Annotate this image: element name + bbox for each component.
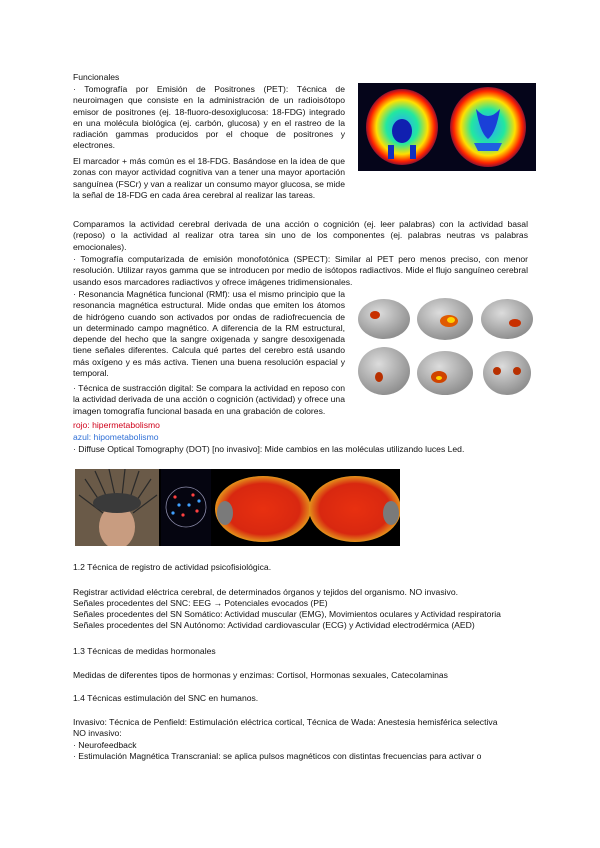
paragraph-pet-marker: El marcador + más común es el 18-FDG. Basándose en la idea de que zonas con mayor actividad cognitiva van a tener una mayor aportación sanguínea (FSCr) y van a realizar un consumo mayor glucosa, se mide la señal de 18-FDG en cada área cerebral al realizar las tareas. xyxy=(73,156,345,200)
paragraph-sustraccion-digital: · Técnica de sustracción digital: Se compara la actividad en reposo con la actividad derivada de una acción o cognición (actividad) y ofrece una imagen tomografía funcional basada en una grabación de colores. xyxy=(73,383,345,416)
section-1-2-line-4: Señales procedentes del SN Autónomo: Actividad cardiovascular (ECG) y Actividad electrodérmica (AED) xyxy=(73,620,475,630)
fmri-brain-renders-graphic xyxy=(355,293,536,403)
paragraph-rmf: · Resonancia Magnética funcional (RMf): usa el mismo principio que la resonancia magnética estructural. Mide ondas que emiten los átomos de hidrógeno cuando son activados por ondas de radiofrecuencia de un determinado campo magnético. A diferencia de la RM estructural, depende del hecho que la sangre oxigenada y sangre desoxigenada tiene señales diferentes. Calcula qué partes del cerebro está usando más oxígeno y es más activa. Tienen una buena resolución espacial y temporal. xyxy=(73,289,345,379)
dot-graphic xyxy=(75,469,400,546)
section-1-3-line-1: Medidas de diferentes tipos de hormonas y enzimas: Cortisol, Hormonas sexuales, Catecolaminas xyxy=(73,670,448,680)
fmri-brain-renders-image xyxy=(355,293,536,403)
section-1-4-line-3: · Neurofeedback xyxy=(73,740,137,750)
section-1-4-line-4: · Estimulación Magnética Transcranial: se aplica pulsos magnéticos con distintas frecuencias para activar o xyxy=(73,751,482,761)
paragraph-pet: · Tomografía por Emisión de Positrones (PET): Técnica de neuroimagen que consiste en la administración de un radioisótopo emisor de positrones (ej. 18-fluoro-desoxiglucosa: 18-FDG) integrado en una molécula biológica (ej. carbón, glucosa) y en el rastreo de la radiación gammas producidos por el choque de positrones y electrones. xyxy=(73,84,345,151)
legend-blue-hypometabolism: azul: hipometabolismo xyxy=(73,432,159,442)
section-1-4-line-2: NO invasivo: xyxy=(73,728,122,738)
legend-red-hypermetabolism: rojo: hipermetabolismo xyxy=(73,420,160,430)
section-title-1-3: 1.3 Técnicas de medidas hormonales xyxy=(73,646,216,656)
section-1-2-line-2: Señales procedentes del SNC: EEG → Potenciales evocados (PE) xyxy=(73,598,328,608)
dot-cap-and-brain-maps-image xyxy=(75,469,400,546)
paragraph-comparison: Comparamos la actividad cerebral derivada de una acción o cognición (ej. leer palabras) con la actividad basal (reposo) o la actividad al realizar otra tarea sin uno de los componentes (ej. palabras neutras vs palabras emocionales). xyxy=(73,219,528,252)
pet-brain-scan-image xyxy=(358,83,536,171)
section-title-1-4: 1.4 Técnicas estimulación del SNC en humanos. xyxy=(73,693,259,703)
section-1-2-line-3: Señales procedentes del SN Somático: Actividad muscular (EMG), Movimientos oculares y Actividad respiratoria xyxy=(73,609,501,619)
pet-brain-scan-graphic xyxy=(358,83,536,171)
section-1-2-line-1: Registrar actividad eléctrica cerebral, de determinados órganos y tejidos del organismo. NO invasivo. xyxy=(73,587,458,597)
section-heading-funcionales: Funcionales xyxy=(73,72,120,82)
paragraph-dot: · Diffuse Optical Tomography (DOT) [no invasivo]: Mide cambios en las moléculas utilizando luces Led. xyxy=(73,444,465,454)
section-1-4-line-1: Invasivo: Técnica de Penfield: Estimulación eléctrica cortical, Técnica de Wada: Anestesia hemisférica selectiva xyxy=(73,717,498,727)
paragraph-spect: · Tomografía computarizada de emisión monofotónica (SPECT): Similar al PET pero menos preciso, con menor resolución. Utilizar rayos gamma que se introducen por medio de isótopos radiactivos. Mide el flujo sanguíneo cerebral usando esos marcadores radiactivos y ofrece imágenes tridimensionales. xyxy=(73,254,528,287)
section-title-1-2: 1.2 Técnica de registro de actividad psicofisiológica. xyxy=(73,562,272,572)
